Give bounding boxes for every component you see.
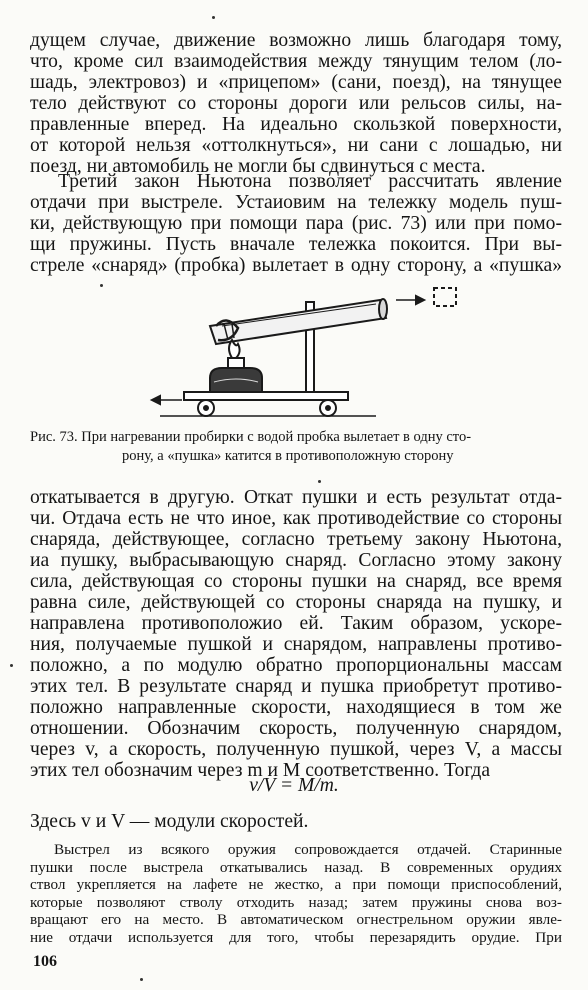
paragraph-3	[30, 487, 562, 781]
paragraph-4	[30, 811, 562, 832]
text-line: направлена противоположио ей. Таким образом, ускоре-	[30, 613, 562, 634]
formula: v/V = M/m.	[249, 775, 339, 796]
note-line: ние отдачи используется для того, чтобы перезарядить орудие. При	[30, 928, 562, 946]
text-line: отдачи при выстреле. Устаиовим на тележку модель пуш-	[30, 192, 562, 213]
text-line: иа пушку, выбрасывающую снаряд. Согласно этому закону	[30, 550, 562, 571]
text-line: Третий закон Ньютона позволяет рассчитать явление	[58, 171, 562, 192]
text-line: стреле «снаряд» (пробка) вылетает в одну сторону, а «пушка»	[30, 255, 562, 276]
caption-line: Рис. 73. При нагревании пробирки с водой пробка вылетает в одну сто-	[30, 429, 472, 445]
note-line: вращают его на место. В автоматическом огнестрельном оружии явле-	[30, 911, 562, 928]
print-speck	[100, 284, 103, 287]
spirit-lamp	[210, 358, 262, 392]
text-line: тело действуют со стороны дороги или рельсов силы, на-	[30, 93, 562, 114]
note-line: Выстрел из всякого оружия сопровождается отдачей. Старинные	[54, 841, 562, 858]
text-line: щи пружины. Пусть вначале тележка покоится. При вы-	[30, 234, 562, 255]
cart-platform	[184, 392, 348, 400]
projectile-arrow-icon	[396, 296, 424, 304]
text-line: поезд, ни автомобиль не могли бы сдвинуться с места.	[30, 156, 486, 177]
text-line: чи. Отдача есть не что иное, как противодействие со стороны	[30, 508, 562, 529]
text-line: через v, а скорость, полученную пушкой, через V, а массы	[30, 739, 562, 760]
note-line: которые позволяют стволу отходить назад; затем пружины снова воз-	[30, 893, 562, 911]
page-number: 106	[33, 953, 57, 970]
text-line: правленные вперед. На идеально скользкой поверхности,	[30, 114, 562, 135]
text-line: отношении. Обозначим скорость, полученную снарядом,	[30, 718, 562, 739]
text-line: равна силе, действующей со стороны снаряда на пушку, и	[30, 592, 562, 613]
recoil-arrow-icon	[152, 396, 182, 404]
text-line: сила, действующая со стороны пушки на снаряд, все время	[30, 571, 562, 592]
text-line: этих тел. В результате снаряд и пушка приобретут противо-	[30, 676, 562, 697]
text-line: шадь, электровоз) и «прицепом» (сани, поезд), на тянущее	[30, 72, 562, 93]
text-line: положно направленные скорости, находящиеся в том же	[30, 697, 562, 718]
text-line: положно, а по модулю обратно пропорциональны массам	[30, 655, 562, 676]
paragraph-2	[30, 171, 562, 276]
small-print-note	[30, 841, 562, 946]
text-line: что, кроме сил взаимодействия между тянущим телом (ло-	[30, 51, 562, 72]
text-line: снаряда, действующее, согласно третьему закону Ньютона,	[30, 529, 562, 550]
print-speck	[318, 480, 321, 483]
cork-icon	[434, 288, 456, 306]
caption-line: рону, а «пушка» катится в противоположную сторону	[122, 448, 454, 464]
note-line: ствол укрепляется на лафете не жестко, а при помощи приспособлений,	[30, 876, 562, 893]
text-line: этих тел обозначим через m и M соответственно. Тогда	[30, 760, 491, 781]
text-line: Здесь v и V — модули скоростей.	[30, 811, 309, 832]
print-speck	[10, 664, 13, 667]
text-line: откатывается в другую. Откат пушки и есть результат отда-	[30, 487, 562, 508]
text-line: ния, получаемые пушкой и снарядом, направлены противо-	[30, 634, 562, 655]
cannot-cart-figure	[140, 282, 480, 424]
text-line: дущем случае, движение возможно лишь благодаря тому,	[30, 30, 562, 51]
flame	[229, 340, 240, 358]
paragraph-1	[30, 30, 562, 177]
text-line: от которой нельзя «оттолкнуться», ни сани с лошадью, ни	[30, 135, 562, 156]
print-speck	[212, 16, 215, 19]
print-speck	[140, 978, 143, 981]
text-line: ки, действующую при помощи пара (рис. 73) или при помо-	[30, 213, 562, 234]
note-line: пушки после выстрела откатывались назад. В современных орудиях	[30, 858, 562, 876]
figure-caption	[30, 428, 562, 466]
cannon-barrel	[210, 299, 387, 344]
